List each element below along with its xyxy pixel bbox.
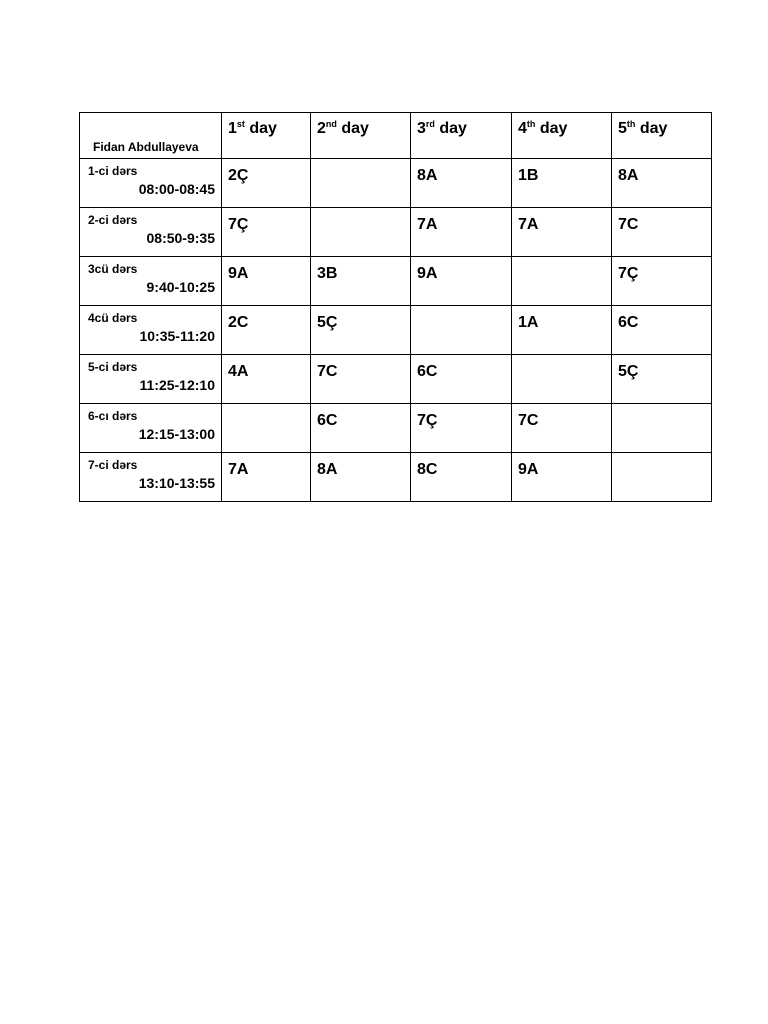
class-label: 7C <box>618 216 639 233</box>
class-label: 8A <box>618 167 639 184</box>
lesson-time: 08:50-9:35 <box>146 230 215 246</box>
class-cell <box>311 306 411 355</box>
lesson-cell <box>80 208 222 257</box>
class-label: 7Ç <box>417 412 438 429</box>
class-label: 7A <box>417 216 438 233</box>
teacher-name: Fidan Abdullayeva <box>93 140 199 154</box>
class-cell <box>311 208 411 257</box>
class-label: 8A <box>317 461 338 478</box>
day-number: 1 <box>228 120 237 137</box>
day-number: 4 <box>518 120 527 137</box>
class-cell <box>612 208 712 257</box>
table-row <box>80 306 712 355</box>
lesson-time: 08:00-08:45 <box>138 181 215 197</box>
class-cell <box>411 208 512 257</box>
class-label: 7Ç <box>618 265 639 282</box>
class-cell <box>311 159 411 208</box>
lesson-name: 2-ci dərs <box>88 213 138 227</box>
day-number: 2 <box>317 120 326 137</box>
class-cell <box>411 257 512 306</box>
class-label: 9A <box>417 265 438 282</box>
class-cell <box>612 453 712 502</box>
class-label: 7A <box>518 216 539 233</box>
day-word: day <box>635 120 668 137</box>
class-cell <box>411 453 512 502</box>
lesson-cell <box>80 355 222 404</box>
class-label: 2C <box>228 314 249 331</box>
class-cell <box>222 159 311 208</box>
class-cell <box>411 355 512 404</box>
lesson-name: 7-ci dərs <box>88 458 138 472</box>
table-row <box>80 208 712 257</box>
day-word: day <box>336 120 369 137</box>
class-label <box>311 159 410 167</box>
table-row <box>80 453 712 502</box>
day-ordinal-suffix: th <box>526 119 536 129</box>
class-label: 7C <box>518 412 539 429</box>
class-cell <box>512 159 612 208</box>
class-cell <box>411 159 512 208</box>
lesson-name: 6-cı dərs <box>88 409 138 423</box>
lesson-time: 11:25-12:10 <box>139 377 215 393</box>
class-cell <box>222 355 311 404</box>
day-ordinal-suffix: nd <box>325 119 337 129</box>
class-label: 2Ç <box>228 167 249 184</box>
teacher-cell <box>80 113 222 159</box>
class-cell <box>311 257 411 306</box>
class-cell <box>612 404 712 453</box>
lesson-time: 12:15-13:00 <box>138 426 215 442</box>
class-cell <box>222 453 311 502</box>
class-cell <box>311 355 411 404</box>
day-ordinal-suffix: rd <box>425 119 435 129</box>
lesson-name: 1-ci dərs <box>88 164 138 178</box>
day-number: 5 <box>618 120 627 137</box>
class-cell <box>311 453 411 502</box>
class-label <box>612 404 711 412</box>
class-cell <box>512 453 612 502</box>
class-cell <box>411 404 512 453</box>
lesson-cell <box>80 257 222 306</box>
class-cell <box>612 257 712 306</box>
class-cell <box>222 208 311 257</box>
class-label <box>222 404 310 412</box>
class-label: 6C <box>417 363 438 380</box>
lesson-time: 13:10-13:55 <box>138 475 215 491</box>
class-cell <box>311 404 411 453</box>
class-cell <box>411 306 512 355</box>
class-label: 7A <box>228 461 249 478</box>
day-header <box>222 113 311 159</box>
class-label <box>311 208 410 216</box>
class-cell <box>512 355 612 404</box>
class-label: 9A <box>518 461 539 478</box>
day-header <box>512 113 612 159</box>
table-row <box>80 355 712 404</box>
class-label <box>512 355 611 363</box>
day-header <box>411 113 512 159</box>
day-ordinal-suffix: st <box>236 119 245 129</box>
lesson-name: 4cü dərs <box>88 311 138 325</box>
class-label: 1A <box>518 314 539 331</box>
class-label: 5Ç <box>618 363 639 380</box>
class-cell <box>512 306 612 355</box>
day-word: day <box>434 120 467 137</box>
class-label: 8A <box>417 167 438 184</box>
class-label: 8C <box>417 461 438 478</box>
class-label: 4A <box>228 363 249 380</box>
lesson-name: 5-ci dərs <box>88 360 138 374</box>
class-cell <box>222 257 311 306</box>
class-cell <box>612 355 712 404</box>
day-ordinal-suffix: th <box>626 119 636 129</box>
class-label: 7C <box>317 363 338 380</box>
day-word: day <box>535 120 568 137</box>
class-cell <box>512 257 612 306</box>
lesson-cell <box>80 306 222 355</box>
day-word: day <box>244 120 277 137</box>
table-row <box>80 257 712 306</box>
class-cell <box>222 306 311 355</box>
class-cell <box>512 404 612 453</box>
class-label: 5Ç <box>317 314 338 331</box>
day-header <box>612 113 712 159</box>
class-label <box>512 257 611 265</box>
lesson-cell <box>80 159 222 208</box>
lesson-cell <box>80 404 222 453</box>
class-label: 6C <box>618 314 639 331</box>
lesson-time: 10:35-11:20 <box>139 328 215 344</box>
class-label <box>411 306 511 314</box>
class-label: 3B <box>317 265 338 282</box>
class-label: 9A <box>228 265 249 282</box>
class-cell <box>612 159 712 208</box>
class-label: 6C <box>317 412 338 429</box>
day-number: 3 <box>417 120 426 137</box>
lesson-time: 9:40-10:25 <box>146 279 215 295</box>
class-cell <box>222 404 311 453</box>
class-cell <box>512 208 612 257</box>
table-row <box>80 159 712 208</box>
class-label: 7Ç <box>228 216 249 233</box>
class-label: 1B <box>518 167 539 184</box>
header-row <box>80 113 712 159</box>
lesson-name: 3cü dərs <box>88 262 138 276</box>
class-cell <box>612 306 712 355</box>
table-row <box>80 404 712 453</box>
schedule-table <box>79 112 712 502</box>
day-header <box>311 113 411 159</box>
class-label <box>612 453 711 461</box>
lesson-cell <box>80 453 222 502</box>
